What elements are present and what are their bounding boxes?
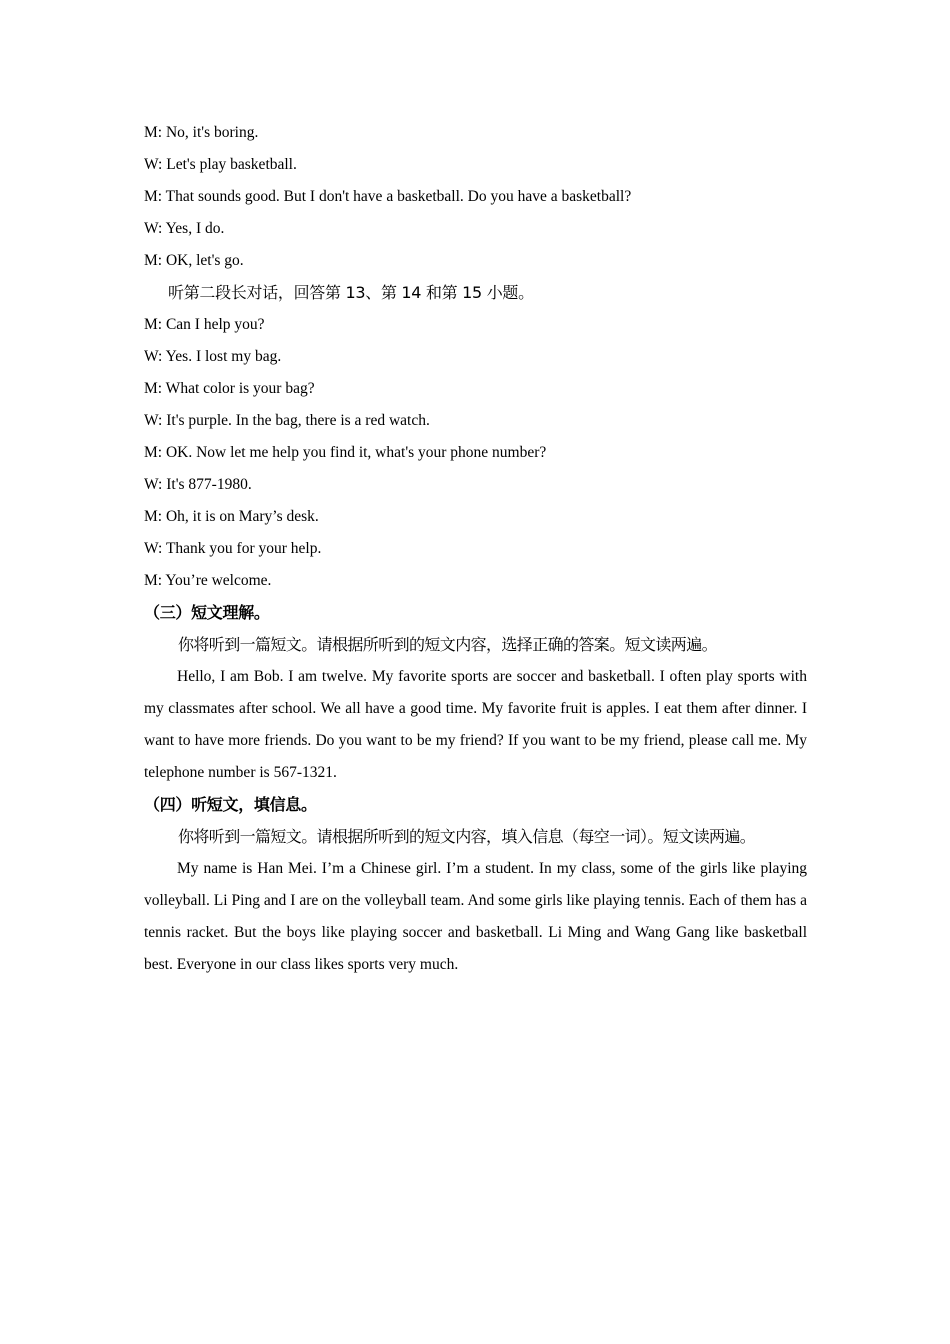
dialogue-line: W: Yes. I lost my bag. — [144, 348, 282, 365]
section-three-passage: Hello, I am Bob. I am twelve. My favorite sports are soccer and basketball. I often play sports with my classmates after school. We all have a good time. My favorite fruit is apples. I eat them after dinner. I want to have more friends. Do you want to be my friend? If you want to be my friend, please call me. My telephone number is 567-1321. — [144, 668, 807, 781]
section-three-heading: （三）短文理解。 — [144, 603, 270, 622]
dialogue-line: M: What color is your bag? — [144, 380, 315, 397]
dialogue-line: M: OK, let's go. — [144, 252, 244, 269]
dialogue-two-instruction: 听第二段长对话，回答第 13、第 14 和第 15 小题。 — [168, 283, 534, 302]
section-three-instruction: 你将听到一篇短文。请根据所听到的短文内容，选择正确的答案。短文读两遍。 — [178, 635, 718, 654]
dialogue-line: M: That sounds good. But I don't have a basketball. Do you have a basketball? — [144, 188, 632, 205]
dialogue-one-end — [144, 117, 807, 277]
dialogue-line: W: Thank you for your help. — [144, 540, 322, 557]
dialogue-line: M: No, it's boring. — [144, 124, 259, 141]
document-page — [144, 117, 807, 981]
dialogue-line: W: It's purple. In the bag, there is a red watch. — [144, 412, 430, 429]
section-four-passage: My name is Han Mei. I’m a Chinese girl. I’m a student. In my class, some of the girls like playing volleyball. Li Ping and I are on the volleyball team. And some girls like playing tennis. Each of them has a tennis racket. But the boys like playing soccer and basketball. Li Ming and Wang Gang like basketball best. Everyone in our class likes sports very much. — [144, 860, 807, 973]
section-four-instruction: 你将听到一篇短文。请根据所听到的短文内容，填入信息（每空一词）。短文读两遍。 — [178, 827, 756, 846]
dialogue-line: M: You’re welcome. — [144, 572, 272, 589]
section-four-heading: （四）听短文，填信息。 — [144, 795, 317, 814]
dialogue-line: M: OK. Now let me help you find it, what's your phone number? — [144, 444, 547, 461]
dialogue-line: W: Yes, I do. — [144, 220, 225, 237]
dialogue-two — [144, 309, 807, 597]
dialogue-line: M: Oh, it is on Mary’s desk. — [144, 508, 319, 525]
dialogue-line: W: It's 877-1980. — [144, 476, 252, 493]
dialogue-line: W: Let's play basketball. — [144, 156, 297, 173]
dialogue-line: M: Can I help you? — [144, 316, 265, 333]
